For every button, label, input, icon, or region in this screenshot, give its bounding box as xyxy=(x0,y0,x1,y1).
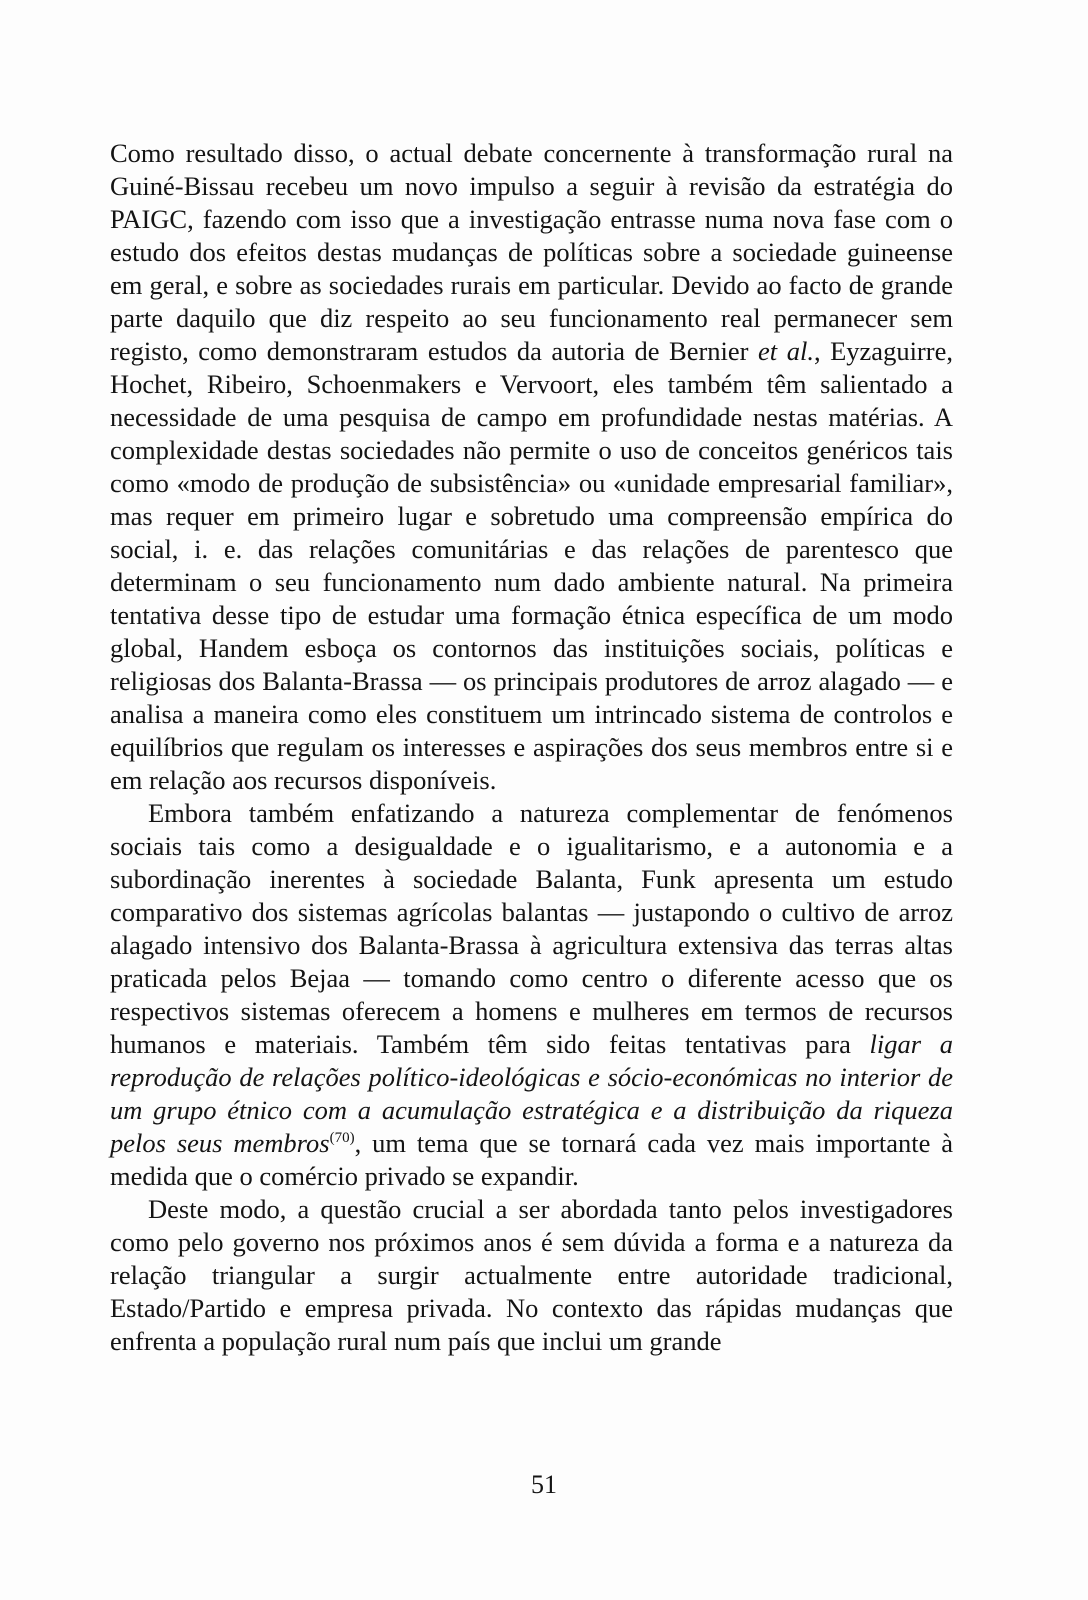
paragraph-3 xyxy=(110,1193,953,1358)
text-segment: Como resultado disso, o actual debate concernente à transformação rural na Guiné-Bissau recebeu um novo impulso a seguir à revisão da estratégia do PAIGC, fazendo com isso que a investigação entrasse numa nova fase com o estudo dos efeitos destas mudanças de políticas sobre a sociedade guineense em geral, e sobre as sociedades rurais em particular. Devido ao facto de grande parte daquilo que diz respeito ao seu funcionamento real permanecer sem registo, como demonstraram estudos da autoria de Bernier xyxy=(110,138,953,366)
body-text xyxy=(110,137,953,1358)
italic-segment: ligar a reprodução de relações político-ideológicas e sócio-económicas no interior de um grupo étnico com a acumulação estratégica e a distribuição da riqueza pelos seus membros xyxy=(110,1029,953,1158)
footnote-reference: (70) xyxy=(329,1130,355,1146)
paragraph-2 xyxy=(110,797,953,1193)
italic-segment: et al. xyxy=(758,336,814,366)
text-segment: Deste modo, a questão crucial a ser abordada tanto pelos investigadores como pelo governo nos próximos anos é sem dúvida a forma e a natureza da relação triangular a surgir actualmente entre autoridade tradicional, Estado/Partido e empresa privada. No contexto das rápidas mudanças que enfrenta a população rural num país que inclui um grande xyxy=(110,1194,953,1356)
paragraph-1 xyxy=(110,137,953,797)
text-segment: , Eyzaguirre, Hochet, Ribeiro, Schoenmakers e Vervoort, eles também têm salientado a necessidade de uma pesquisa de campo em profundidade nestas matérias. A complexidade destas sociedades não permite o uso de conceitos genéricos tais como «modo de produção de subsistência» ou «unidade empresarial familiar», mas requer em primeiro lugar e sobretudo uma compreensão empírica do social, i. e. das relações comunitárias e das relações de parentesco que determinam o seu funcionamento num dado ambiente natural. Na primeira tentativa desse tipo de estudar uma formação étnica específica de um modo global, Handem esboça os contornos das instituições sociais, políticas e religiosas dos Balanta-Brassa — os principais produtores de arroz alagado — e analisa a maneira como eles constituem um intrincado sistema de controlos e equilíbrios que regulam os interesses e aspirações dos seus membros entre si e em relação aos recursos disponíveis. xyxy=(110,336,953,795)
text-segment: , um tema que se tornará cada vez mais importante à medida que o comércio privado se expandir. xyxy=(110,1128,954,1191)
text-segment: Embora também enfatizando a natureza complementar de fenómenos sociais tais como a desigualdade e o igualitarismo, e a autonomia e a subordinação inerentes à sociedade Balanta, Funk apresenta um estudo comparativo dos sistemas agrícolas balantas — justapondo o cultivo de arroz alagado intensivo dos Balanta-Brassa à agricultura extensiva das terras altas praticada pelos Bejaa — tomando como centro o diferente acesso que os respectivos sistemas oferecem a homens e mulheres em termos de recursos humanos e materiais. Também têm sido feitas tentativas para xyxy=(110,798,953,1059)
page-number: 51 xyxy=(531,1470,557,1499)
